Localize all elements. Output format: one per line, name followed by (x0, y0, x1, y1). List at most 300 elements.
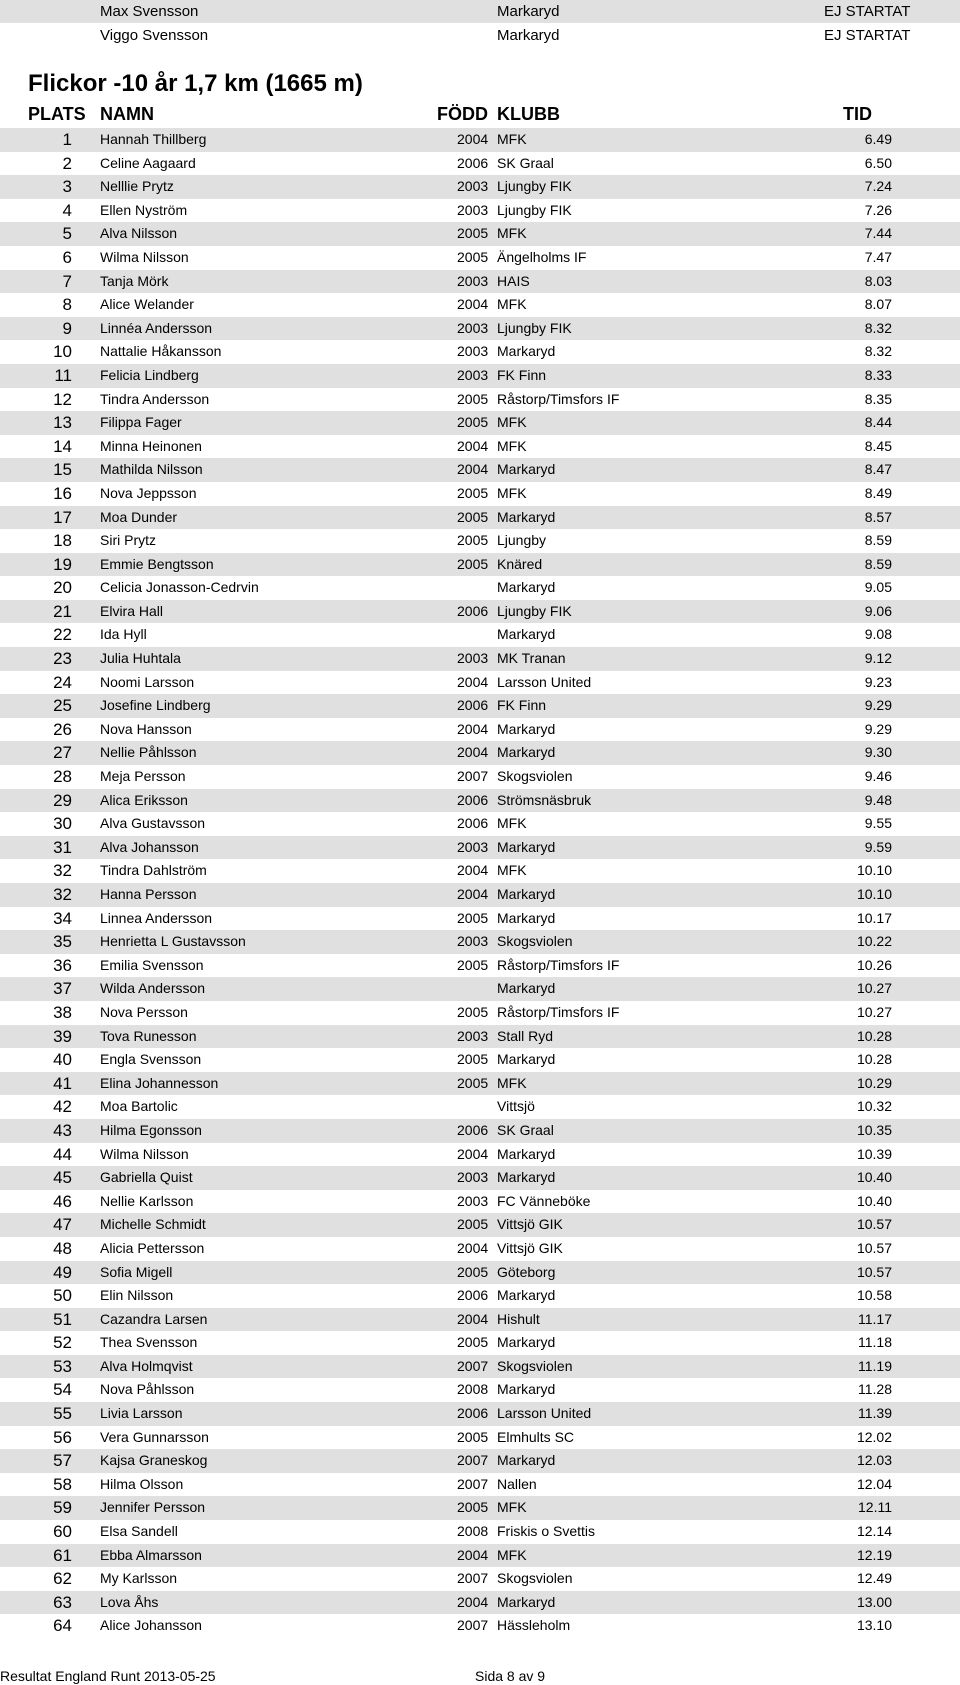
club-cell: MFK (497, 1546, 527, 1563)
club-cell: Ljungby FIK (497, 602, 572, 619)
name-cell: Siri Prytz (100, 532, 156, 549)
table-row (0, 1166, 960, 1190)
name-cell: Elvira Hall (100, 602, 164, 619)
place-cell: 30 (53, 814, 72, 834)
place-cell: 11 (54, 365, 72, 385)
club-cell: Markaryd (497, 343, 556, 360)
time-cell: 9.06 (864, 602, 892, 619)
name-cell: Tindra Dahlström (100, 862, 207, 879)
name-cell: Minna Heinonen (100, 437, 202, 454)
runner-club: Markaryd (497, 27, 560, 44)
place-cell: 23 (53, 649, 72, 669)
club-cell: Ljungby FIK (497, 178, 572, 195)
time-cell: 10.35 (856, 1121, 892, 1138)
club-cell: SK Graal (497, 154, 554, 171)
time-cell: 13.00 (856, 1593, 892, 1610)
time-cell: 9.46 (864, 768, 892, 785)
name-cell: Nova Påhlsson (100, 1381, 195, 1398)
born-cell: 2003 (457, 319, 489, 336)
club-cell: Nallen (497, 1475, 537, 1492)
time-cell: 12.11 (858, 1499, 892, 1516)
place-cell: 16 (53, 483, 72, 503)
table-row (0, 647, 960, 671)
place-cell: 3 (62, 177, 72, 197)
born-cell: 2004 (457, 296, 489, 313)
club-cell: Markaryd (497, 508, 556, 525)
time-cell: 10.58 (856, 1287, 892, 1304)
club-cell: Skogsviolen (497, 1357, 573, 1374)
place-cell: 7 (62, 271, 72, 291)
name-cell: Ebba Almarsson (100, 1546, 202, 1563)
time-cell: 12.19 (856, 1546, 892, 1563)
name-cell: Filippa Fager (100, 414, 182, 431)
club-cell: Markaryd (497, 886, 556, 902)
table-row (0, 152, 960, 176)
table-row (0, 1237, 960, 1261)
born-cell: 2004 (457, 886, 489, 902)
club-cell: Råstorp/Timsfors IF (497, 1003, 620, 1020)
runner-status: EJ STARTAT (824, 27, 911, 44)
name-cell: Michelle Schmidt (100, 1216, 206, 1233)
place-cell: 26 (53, 719, 72, 739)
club-cell: FC Vänneböke (497, 1192, 591, 1209)
club-cell: Råstorp/Timsfors IF (497, 390, 620, 407)
name-cell: Elin Nilsson (100, 1287, 174, 1304)
club-cell: SK Graal (497, 1121, 554, 1138)
table-row (0, 741, 960, 765)
place-cell: 43 (53, 1120, 72, 1140)
club-cell: Elmhults SC (497, 1428, 575, 1445)
club-cell: MFK (497, 131, 527, 147)
time-cell: 10.29 (856, 1074, 892, 1091)
place-cell: 18 (53, 531, 72, 551)
name-cell: Moa Dunder (100, 508, 178, 525)
table-row (0, 954, 960, 978)
born-cell: 2003 (457, 366, 489, 383)
club-cell: MFK (497, 225, 527, 242)
time-cell: 6.50 (864, 154, 892, 171)
table-row (0, 1284, 960, 1308)
born-cell: 2004 (457, 744, 489, 761)
table-row (0, 1213, 960, 1237)
place-cell: 64 (53, 1616, 72, 1636)
name-cell: Nova Jeppsson (100, 484, 197, 501)
time-cell: 11.28 (858, 1381, 892, 1398)
name-cell: Lova Åhs (100, 1593, 159, 1610)
born-cell: 2005 (457, 1074, 489, 1091)
name-cell: Hannah Thillberg (100, 131, 207, 147)
born-cell: 2005 (457, 1003, 489, 1020)
born-cell: 2005 (457, 225, 489, 242)
table-row (0, 222, 960, 246)
name-cell: Felicia Lindberg (100, 366, 199, 383)
club-cell: Knäred (497, 555, 543, 572)
name-cell: Sofia Migell (100, 1263, 173, 1280)
time-cell: 9.05 (864, 579, 892, 596)
place-cell: 24 (53, 672, 72, 692)
place-cell: 47 (53, 1215, 72, 1235)
club-cell: Markaryd (497, 1287, 556, 1304)
runner-status: EJ STARTAT (824, 3, 911, 20)
club-cell: Ljungby FIK (497, 319, 572, 336)
place-cell: 44 (53, 1144, 72, 1164)
time-cell: 8.03 (864, 272, 892, 289)
name-cell: Henrietta L Gustavsson (100, 933, 246, 950)
time-cell: 11.18 (858, 1334, 892, 1351)
born-cell: 2007 (457, 1452, 489, 1469)
time-cell: 8.32 (864, 319, 892, 336)
born-cell: 2006 (457, 791, 489, 808)
table-row (0, 1001, 960, 1025)
time-cell: 8.35 (864, 390, 892, 407)
name-cell: Nelllie Prytz (100, 178, 174, 195)
time-cell: 6.49 (864, 131, 892, 147)
table-row (0, 482, 960, 506)
born-cell: 2004 (457, 673, 489, 690)
name-cell: Tanja Mörk (100, 272, 169, 289)
table-row (0, 553, 960, 577)
table-row (0, 411, 960, 435)
club-cell: Vittsjö GIK (497, 1216, 563, 1233)
born-cell: 2005 (457, 532, 489, 549)
born-cell: 2007 (457, 1617, 489, 1634)
born-cell: 2005 (457, 909, 489, 926)
born-cell: 2003 (457, 343, 489, 360)
place-cell: 38 (53, 1002, 72, 1022)
top-row (0, 0, 960, 23)
born-cell: 2005 (457, 1216, 489, 1233)
born-cell: 2005 (457, 956, 489, 973)
place-cell: 14 (53, 436, 72, 456)
born-cell: 2005 (457, 1428, 489, 1445)
table-row (0, 694, 960, 718)
place-cell: 22 (53, 625, 72, 645)
born-cell: 2007 (457, 1475, 489, 1492)
name-cell: Tindra Andersson (100, 390, 210, 407)
born-cell: 2007 (457, 768, 489, 785)
club-cell: Vittsjö (497, 1098, 535, 1115)
place-cell: 46 (53, 1191, 72, 1211)
place-cell: 50 (53, 1286, 72, 1306)
place-cell: 32 (53, 861, 72, 881)
table-row (0, 1355, 960, 1379)
club-cell: Ljungby (497, 532, 547, 549)
club-cell: MFK (497, 414, 527, 431)
name-cell: Alice Welander (100, 296, 194, 313)
born-cell: 2005 (457, 1051, 489, 1068)
place-cell: 28 (53, 767, 72, 787)
time-cell: 9.12 (864, 650, 892, 667)
club-cell: Markaryd (497, 980, 556, 997)
time-cell: 10.26 (856, 956, 892, 973)
name-cell: Linnéa Andersson (100, 319, 213, 336)
born-cell: 2004 (457, 461, 489, 478)
table-row (0, 128, 960, 152)
top-row (0, 24, 960, 47)
place-cell: 8 (62, 295, 72, 315)
place-cell: 12 (53, 389, 72, 409)
table-header (0, 102, 960, 126)
club-cell: Friskis o Svettis (497, 1523, 596, 1540)
header-club: KLUBB (497, 104, 560, 124)
table-row (0, 340, 960, 364)
born-cell: 2005 (457, 1499, 489, 1516)
time-cell: 10.40 (856, 1192, 892, 1209)
born-cell: 2005 (457, 390, 489, 407)
name-cell: Elsa Sandell (100, 1523, 178, 1540)
table-row (0, 199, 960, 223)
club-cell: Markaryd (497, 1169, 556, 1186)
born-cell: 2004 (457, 131, 489, 147)
place-cell: 21 (53, 601, 72, 621)
place-cell: 6 (62, 247, 72, 267)
table-row (0, 1544, 960, 1568)
club-cell: Skogsviolen (497, 768, 573, 785)
time-cell: 12.49 (856, 1570, 892, 1587)
place-cell: 51 (53, 1309, 72, 1329)
time-cell: 7.47 (864, 248, 892, 265)
name-cell: Elina Johannesson (100, 1074, 219, 1091)
club-cell: Ljungby FIK (497, 201, 572, 218)
table-row (0, 1261, 960, 1285)
page-footer (0, 1668, 960, 1685)
place-cell: 55 (53, 1404, 72, 1424)
place-cell: 32 (53, 885, 72, 904)
table-row (0, 364, 960, 388)
section-title: Flickor -10 år 1,7 km (1665 m) (28, 70, 363, 97)
header-name: NAMN (100, 104, 154, 124)
place-cell: 1 (62, 130, 72, 149)
born-cell: 2006 (457, 1287, 489, 1304)
name-cell: Jennifer Persson (100, 1499, 206, 1516)
name-cell: Alva Holmqvist (100, 1357, 193, 1374)
club-cell: HAIS (497, 272, 530, 289)
born-cell: 2003 (457, 1192, 489, 1209)
club-cell: MFK (497, 1074, 527, 1091)
club-cell: Markaryd (497, 1145, 556, 1162)
born-cell: 2005 (457, 1334, 489, 1351)
name-cell: Alva Johansson (100, 838, 199, 855)
runner-name: Viggo Svensson (100, 27, 209, 44)
born-cell: 2008 (457, 1381, 489, 1398)
place-cell: 34 (53, 908, 72, 928)
born-cell: 2004 (457, 720, 489, 737)
table-row (0, 671, 960, 695)
name-cell: Livia Larsson (100, 1405, 183, 1422)
born-cell: 2004 (457, 1239, 489, 1256)
table-row (0, 1614, 960, 1638)
club-cell: MFK (497, 437, 527, 454)
club-cell: Vittsjö GIK (497, 1239, 563, 1256)
name-cell: Moa Bartolic (100, 1098, 178, 1115)
place-cell: 9 (62, 318, 72, 338)
club-cell: MFK (497, 484, 527, 501)
club-cell: Hishult (497, 1310, 540, 1327)
club-cell: Markaryd (497, 744, 556, 761)
place-cell: 56 (53, 1427, 72, 1447)
club-cell: Markaryd (497, 626, 556, 643)
table-row (0, 576, 960, 600)
table-row (0, 1048, 960, 1072)
time-cell: 8.33 (864, 366, 892, 383)
club-cell: Larsson United (497, 673, 592, 690)
club-cell: MFK (497, 815, 527, 832)
runner-club: Markaryd (497, 3, 560, 20)
table-row (0, 293, 960, 317)
table-row (0, 1331, 960, 1355)
table-row (0, 1426, 960, 1450)
name-cell: Wilma Nilsson (100, 248, 189, 265)
table-row (0, 1567, 960, 1591)
club-cell: Råstorp/Timsfors IF (497, 956, 620, 973)
footer-page-number: Sida 8 av 9 (475, 1668, 546, 1684)
table-row (0, 1402, 960, 1426)
time-cell: 10.57 (856, 1263, 892, 1280)
club-cell: Markaryd (497, 720, 556, 737)
place-cell: 63 (53, 1592, 72, 1612)
name-cell: Alva Nilsson (100, 225, 178, 242)
time-cell: 9.59 (864, 838, 892, 855)
time-cell: 8.59 (864, 532, 892, 549)
club-cell: Markaryd (497, 1334, 556, 1351)
time-cell: 10.27 (856, 1003, 892, 1020)
place-cell: 31 (53, 837, 72, 857)
table-row (0, 812, 960, 836)
born-cell: 2005 (457, 508, 489, 525)
born-cell: 2005 (457, 484, 489, 501)
place-cell: 60 (53, 1522, 72, 1542)
table-row (0, 883, 960, 907)
born-cell: 2003 (457, 933, 489, 950)
name-cell: Noomi Larsson (100, 673, 195, 690)
time-cell: 10.10 (856, 886, 892, 902)
time-cell: 10.28 (856, 1051, 892, 1068)
table-row (0, 1072, 960, 1096)
time-cell: 8.07 (864, 296, 892, 313)
born-cell: 2006 (457, 815, 489, 832)
club-cell: Markaryd (497, 579, 556, 596)
born-cell: 2004 (457, 1593, 489, 1610)
time-cell: 8.45 (864, 437, 892, 454)
club-cell: Markaryd (497, 1381, 556, 1398)
time-cell: 7.24 (864, 178, 892, 195)
born-cell: 2004 (457, 1310, 489, 1327)
table-row (0, 600, 960, 624)
name-cell: Alicia Pettersson (100, 1239, 205, 1256)
name-cell: Hanna Persson (100, 886, 197, 902)
time-cell: 10.28 (856, 1027, 892, 1044)
table-row (0, 1473, 960, 1497)
place-cell: 61 (53, 1545, 72, 1565)
club-cell: Markaryd (497, 838, 556, 855)
table-row (0, 529, 960, 553)
name-cell: Vera Gunnarsson (100, 1428, 209, 1445)
club-cell: MFK (497, 296, 527, 313)
table-row (0, 859, 960, 883)
club-cell: Hässleholm (497, 1617, 571, 1634)
header-born: FÖDD (437, 104, 488, 124)
table-row (0, 246, 960, 270)
table-row (0, 1190, 960, 1214)
table-row (0, 506, 960, 530)
header-place: PLATS (28, 104, 86, 124)
club-cell: Strömsnäsbruk (497, 791, 592, 808)
place-cell: 42 (53, 1097, 72, 1117)
born-cell: 2008 (457, 1523, 489, 1540)
name-cell: Gabriella Quist (100, 1169, 193, 1186)
name-cell: Nattalie Håkansson (100, 343, 222, 360)
time-cell: 12.04 (856, 1475, 892, 1492)
club-cell: Skogsviolen (497, 933, 573, 950)
table-row (0, 435, 960, 459)
club-cell: Markaryd (497, 1051, 556, 1068)
born-cell: 2006 (457, 1121, 489, 1138)
name-cell: Ellen Nyström (100, 201, 188, 218)
name-cell: Emilia Svensson (100, 956, 204, 973)
table-row (0, 388, 960, 412)
table-row (0, 907, 960, 931)
place-cell: 17 (53, 507, 72, 527)
name-cell: My Karlsson (100, 1570, 178, 1587)
time-cell: 9.23 (864, 673, 892, 690)
table-row (0, 1496, 960, 1520)
place-cell: 37 (53, 979, 72, 999)
place-cell: 58 (53, 1474, 72, 1494)
name-cell: Kajsa Graneskog (100, 1452, 208, 1469)
time-cell: 12.02 (856, 1428, 892, 1445)
club-cell: MFK (497, 1499, 527, 1516)
time-cell: 9.55 (864, 815, 892, 832)
name-cell: Ida Hyll (100, 626, 147, 643)
header-time: TID (843, 104, 872, 124)
club-cell: Markaryd (497, 1452, 556, 1469)
born-cell: 2007 (457, 1357, 489, 1374)
table-row (0, 789, 960, 813)
born-cell: 2005 (457, 248, 489, 265)
born-cell: 2005 (457, 414, 489, 431)
place-cell: 48 (53, 1238, 72, 1258)
time-cell: 9.29 (864, 720, 892, 737)
place-cell: 36 (53, 955, 72, 975)
club-cell: Markaryd (497, 461, 556, 478)
club-cell: Stall Ryd (497, 1027, 554, 1044)
table-row (0, 1378, 960, 1402)
time-cell: 10.57 (856, 1239, 892, 1256)
name-cell: Nellie Karlsson (100, 1192, 194, 1209)
name-cell: Wilda Andersson (100, 980, 206, 997)
table-row (0, 836, 960, 860)
time-cell: 10.10 (856, 862, 892, 879)
table-row (0, 1095, 960, 1119)
born-cell: 2003 (457, 1027, 489, 1044)
place-cell: 4 (62, 200, 72, 220)
table-row (0, 623, 960, 647)
time-cell: 11.17 (858, 1310, 892, 1327)
name-cell: Linnea Andersson (100, 909, 213, 926)
club-cell: Markaryd (497, 1593, 556, 1610)
club-cell: Markaryd (497, 909, 556, 926)
table-row (0, 1449, 960, 1473)
time-cell: 10.40 (856, 1169, 892, 1186)
name-cell: Celicia Jonasson-Cedrvin (100, 579, 259, 596)
place-cell: 29 (53, 790, 72, 810)
table-row (0, 1591, 960, 1615)
name-cell: Emmie Bengtsson (100, 555, 214, 572)
time-cell: 13.10 (856, 1617, 892, 1634)
place-cell: 59 (53, 1498, 72, 1518)
name-cell: Alice Johansson (100, 1617, 202, 1634)
club-cell: Göteborg (497, 1263, 556, 1280)
